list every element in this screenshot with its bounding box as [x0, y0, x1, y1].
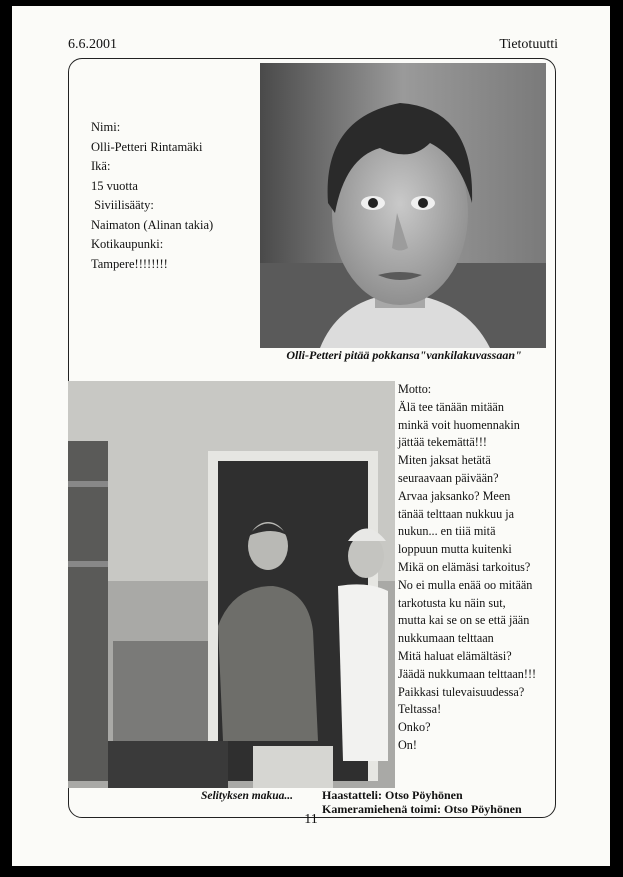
interviewer-credit: Haastatteli: Otso Pöyhönen	[322, 788, 463, 802]
profile-line: Tampere!!!!!!!!	[91, 256, 168, 271]
camera-credit: Kameramiehenä toimi: Otso Pöyhönen	[322, 802, 522, 816]
page-number: 11	[304, 812, 318, 827]
profile-line: Kotikaupunki:	[91, 237, 164, 251]
interview-line: On!	[398, 737, 417, 752]
portrait-caption: Olli-Petteri pitää pokkansa"vankilakuvassaan"	[286, 348, 522, 362]
profile-line: Nimi:	[91, 120, 121, 134]
profile-line: Siviilisääty:	[91, 198, 154, 212]
interview-line: seuraavaan päivään?	[398, 470, 499, 485]
interview-line: tarkotusta ku näin sut,	[398, 595, 506, 610]
profile-line: Naimaton (Alinan takia)	[91, 217, 214, 232]
room-illustration	[68, 381, 395, 788]
interview-line: No ei mulla enää oo mitään	[398, 577, 533, 592]
interview-line: Paikkasi tulevaisuudessa?	[398, 684, 525, 699]
interview-line: tänää telttaan nukkuu ja	[398, 506, 515, 521]
interview-line: Onko?	[398, 720, 431, 735]
interview-line: Motto:	[398, 382, 432, 396]
portrait-illustration	[260, 63, 546, 348]
interview-line: minkä voit huomennakin	[398, 417, 520, 432]
interview-line: loppuun mutta kuitenki	[398, 542, 512, 557]
portrait-photo	[260, 63, 546, 348]
interview-line: Miten jaksat hetätä	[398, 453, 491, 468]
interview-line: mutta kai se on se että jään	[398, 613, 530, 628]
profile-line: 15 vuotta	[91, 178, 138, 193]
interview-line: Älä tee tänään mitään	[398, 399, 504, 414]
interview-line: jättää tekemättä!!!	[398, 435, 487, 450]
motto-interview	[398, 381, 558, 755]
header-date: 6.6.2001	[68, 37, 117, 52]
interview-line: nukkumaan telttaan	[398, 631, 494, 646]
interview-line: Mitä haluat elämältäsi?	[398, 648, 512, 663]
profile-block	[91, 118, 261, 274]
interview-line: nukun... en tiiä mitä	[398, 524, 496, 539]
interview-line: Jäädä nukkumaan telttaan!!!	[398, 666, 537, 681]
room-photo	[68, 381, 395, 788]
interview-line: Arvaa jaksanko? Meen	[398, 488, 511, 503]
interview-line: Mikä on elämäsi tarkoitus?	[398, 559, 531, 574]
interview-line: Teltassa!	[398, 702, 442, 717]
magazine-page	[12, 6, 610, 866]
header-publication: Tietotuutti	[499, 37, 558, 52]
profile-line: Ikä:	[91, 159, 111, 173]
room-caption: Selityksen makua...	[200, 790, 293, 802]
profile-line: Olli-Petteri Rintamäki	[91, 139, 203, 154]
